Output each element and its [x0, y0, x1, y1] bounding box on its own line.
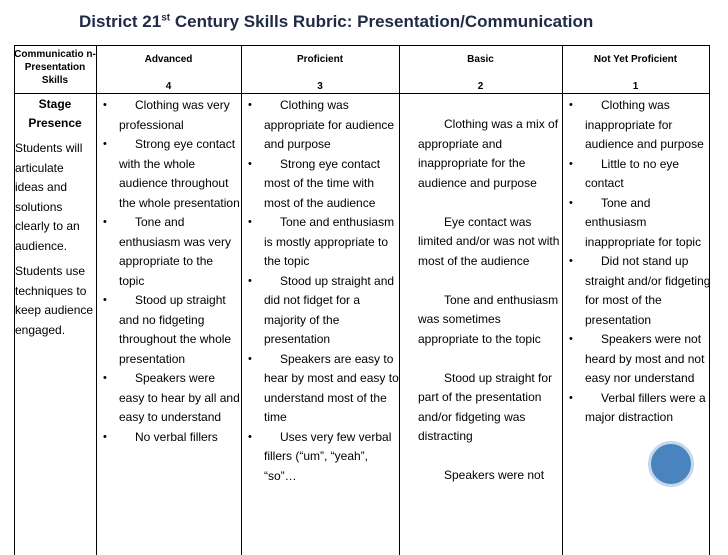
list-item: • Clothing was inappropriate for audience and purpose — [569, 98, 704, 151]
header-skill: Communicatio n- Presentation Skills — [14, 49, 96, 86]
not-yet-proficient-cell — [565, 96, 711, 428]
basic-item: Eye contact was limited and/or was not with most of the audience — [418, 214, 560, 268]
list-item: • Stood up straight and did not fidget for a majority of the presentation — [248, 273, 395, 346]
header-not-yet-proficient: Not Yet Proficient 1 — [593, 54, 678, 92]
list-item: • Did not stand up straight and/or fidgeting for most of the presentation — [569, 254, 711, 327]
list-item: • Little to no eye contact — [569, 156, 680, 190]
list-item: • Clothing was very professional — [103, 98, 230, 132]
list-item: • Speakers are easy to hear by most and easy to understand most of the time — [248, 351, 399, 424]
basic-cell — [418, 115, 560, 505]
advanced-cell — [99, 96, 241, 447]
basic-item: Clothing was a mix of appropriate and inappropriate for the audience and purpose — [418, 117, 559, 190]
basic-item: Stood up straight for part of the presentation and/or fidgeting was distracting — [418, 370, 553, 443]
list-item: • Tone and enthusiasm is mostly appropriate to the topic — [248, 215, 395, 268]
header-basic: Basic 2 — [467, 54, 494, 92]
page-title: District 21st Century Skills Rubric: Presentation/Communication — [79, 12, 594, 31]
circle-icon — [651, 444, 697, 490]
list-item: • Speakers were easy to hear by all and easy to understand — [103, 371, 240, 424]
list-item: • Verbal fillers were a major distraction — [569, 390, 706, 424]
list-item: • Speakers were not heard by most and not easy nor understand — [569, 332, 705, 385]
list-item: • Clothing was appropriate for audience and purpose — [248, 98, 395, 151]
skill-description: Students will articulate ideas and solutions clearly to an audience. Students use techniques to keep audience engaged. — [15, 141, 94, 337]
header-proficient: Proficient 3 — [296, 54, 344, 92]
slide-nav-button[interactable] — [648, 441, 694, 487]
basic-item: Speakers were not — [444, 468, 545, 482]
list-item: • Tone and enthusiasm was very appropriate to the topic — [103, 215, 232, 288]
list-item: • Stood up straight and no fidgeting throughout the whole presentation — [103, 293, 232, 366]
list-item: • Uses very few verbal fillers (“um”, “yeah”, “so”… — [248, 429, 392, 483]
list-item: • Strong eye contact most of the time with most of the audience — [248, 156, 381, 210]
header-advanced: Advanced 4 — [144, 54, 193, 92]
basic-item: Tone and enthusiasm was sometimes appropriate to the topic — [418, 292, 559, 346]
skill-cell — [15, 95, 95, 346]
skill-name: Stage Presence — [28, 97, 82, 130]
rubric-table — [14, 45, 710, 555]
list-item: • Strong eye contact with the whole audience throughout the whole presentation — [103, 137, 240, 210]
list-item: • Tone and enthusiasm inappropriate for topic — [569, 195, 702, 249]
list-item: • No verbal fillers — [103, 429, 218, 444]
proficient-cell — [244, 96, 400, 486]
